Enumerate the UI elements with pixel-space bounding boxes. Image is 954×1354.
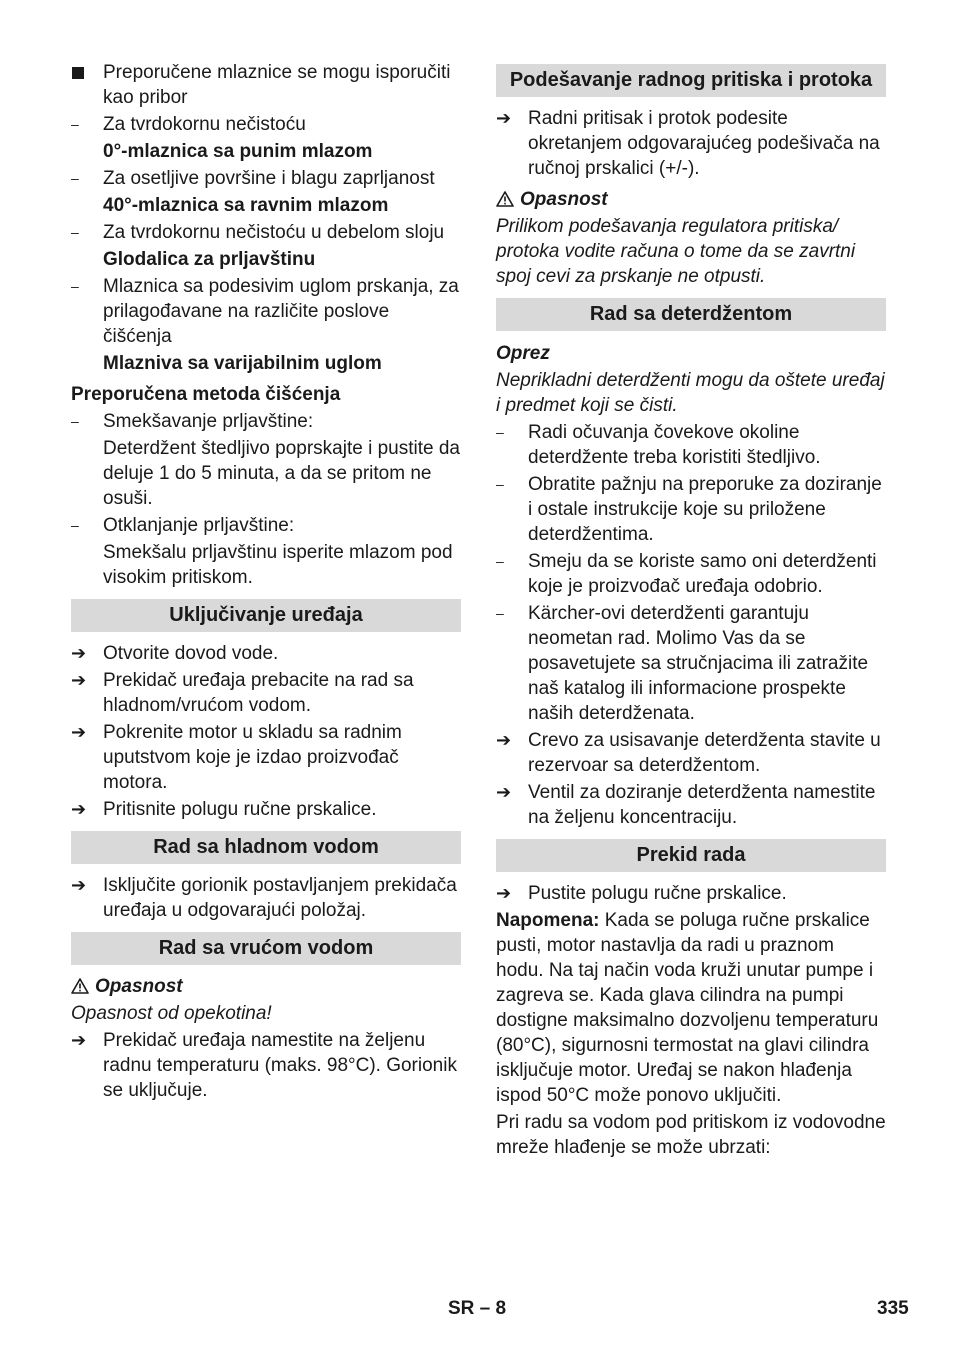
nozzle-name: 0°-mlaznica sa punim mlazom xyxy=(103,141,373,162)
list-item: – Za osetljive površine i blagu zaprljanost xyxy=(71,166,461,191)
section-heading-start: Uključivanje uređaja xyxy=(71,599,461,632)
list-item: – Za tvrdokornu nečistoću u debelom sloju xyxy=(71,220,461,245)
left-column xyxy=(71,58,461,1103)
list-item: – Obratite pažnju na preporuke za doziranje i ostale instrukcije koje su priložene deterdžentima. xyxy=(496,472,886,547)
note-label: Napomena: xyxy=(496,910,600,931)
list-detail: Smekšalu prljavštinu isperite mlazom pod visokim pritiskom. xyxy=(103,542,453,588)
danger-warning xyxy=(496,187,886,212)
note-text: Kada se poluga ručne prskalice pusti, motor nastavlja da radi u praznom hodu. Na taj način voda kruži unutar pumpe i zagreva se. Kada glava cilindra na pumpi dostigne maksimalno dozvoljenu temperaturu (80°C), sigurnosni termostat na glavi cilindra isključuje motor. Uređaj se nakon hlađenja ispod 50°C može ponovo uključiti. xyxy=(496,910,879,1106)
list-item: – Smekšavanje prljavštine: xyxy=(71,409,461,434)
section-heading-hot-water: Rad sa vrućom vodom xyxy=(71,932,461,965)
footer-section-label: SR – 8 xyxy=(448,1298,507,1319)
warning-label: Opasnost xyxy=(520,189,608,210)
warning-triangle-icon xyxy=(496,191,514,207)
warning-triangle-icon xyxy=(71,978,89,994)
step-item: ➔ Prekidač uređaja prebacite na rad sa hladnom/vrućom vodom. xyxy=(71,668,461,718)
section-heading-detergent: Rad sa deterdžentom xyxy=(496,298,886,331)
list-detail: Deterdžent štedljivo poprskajte i pustite da deluje 1 do 5 minuta, a da se pritom ne osuši. xyxy=(103,438,460,509)
list-item: – Kärcher-ovi deterdženti garantuju neometan rad. Molimo Vas da se posavetujete sa stručnjacima ili zatražite naš katalog ili informacione prospekte naših deterdženata. xyxy=(496,601,886,726)
page-number: 335 xyxy=(877,1298,909,1319)
step-item: ➔ Otvorite dovod vode. xyxy=(71,641,461,666)
right-column xyxy=(496,58,886,1160)
danger-warning xyxy=(71,974,461,999)
step-item: ➔ Pritisnite polugu ručne prskalice. xyxy=(71,797,461,822)
warning-text: Prilikom podešavanja regulatora pritiska/ protoka vodite računa o tome da se zavrtni spoj cevi za prskanje ne otpusti. xyxy=(496,216,856,287)
section-heading-pressure: Podešavanje radnog pritiska i protoka xyxy=(496,64,886,97)
warning-text: Opasnost od opekotina! xyxy=(71,1003,272,1024)
method-title: Preporučena metoda čišćenja xyxy=(71,384,341,405)
nozzle-name: 40°-mlaznica sa ravnim mlazom xyxy=(103,195,389,216)
caution-text: Neprikladni deterdženti mogu da oštete uređaj i predmet koji se čisti. xyxy=(496,370,885,416)
list-item: – Mlaznica sa podesivim uglom prskanja, za prilagođavane na različite poslove čišćenja xyxy=(71,274,461,349)
section-heading-stop: Prekid rada xyxy=(496,839,886,872)
nozzle-name: Mlazniva sa varijabilnim uglom xyxy=(103,353,382,374)
step-item: ➔ Prekidač uređaja namestite na željenu radnu temperaturu (maks. 98°C). Gorionik se uključuje. xyxy=(71,1028,461,1103)
caution-label: Oprez xyxy=(496,343,550,364)
step-item: ➔ Radni pritisak i protok podesite okretanjem odgovarajućeg podešivača na ručnoj prskalici (+/-). xyxy=(496,106,886,181)
list-item: – Smeju da se koriste samo oni deterdženti koje je proizvođač uređaja odobrio. xyxy=(496,549,886,599)
section-heading-cold-water: Rad sa hladnom vodom xyxy=(71,831,461,864)
list-item: – Za tvrdokornu nečistoću xyxy=(71,112,461,137)
step-item: ➔ Ventil za doziranje deterdženta namestite na željenu koncentraciju. xyxy=(496,780,886,830)
nozzle-name: Glodalica za prljavštinu xyxy=(103,249,316,270)
warning-label: Opasnost xyxy=(95,976,183,997)
list-item: – Radi očuvanja čovekove okoline deterdžente treba koristiti štedljivo. xyxy=(496,420,886,470)
list-item: Preporučene mlaznice se mogu isporučiti kao pribor xyxy=(71,60,461,110)
step-item: ➔ Isključite gorionik postavljanjem prekidača uređaja u odgovarajući položaj. xyxy=(71,873,461,923)
step-item: ➔ Crevo za usisavanje deterdženta stavite u rezervoar sa deterdžentom. xyxy=(496,728,886,778)
note-paragraph xyxy=(496,908,886,1108)
step-item: ➔ Pokrenite motor u skladu sa radnim uputstvom koje je izdao proizvođač motora. xyxy=(71,720,461,795)
step-item: ➔ Pustite polugu ručne prskalice. xyxy=(496,881,886,906)
list-item: – Otklanjanje prljavštine: xyxy=(71,513,461,538)
pressure-note: Pri radu sa vodom pod pritiskom iz vodovodne mreže hlađenje se može ubrzati: xyxy=(496,1112,886,1158)
